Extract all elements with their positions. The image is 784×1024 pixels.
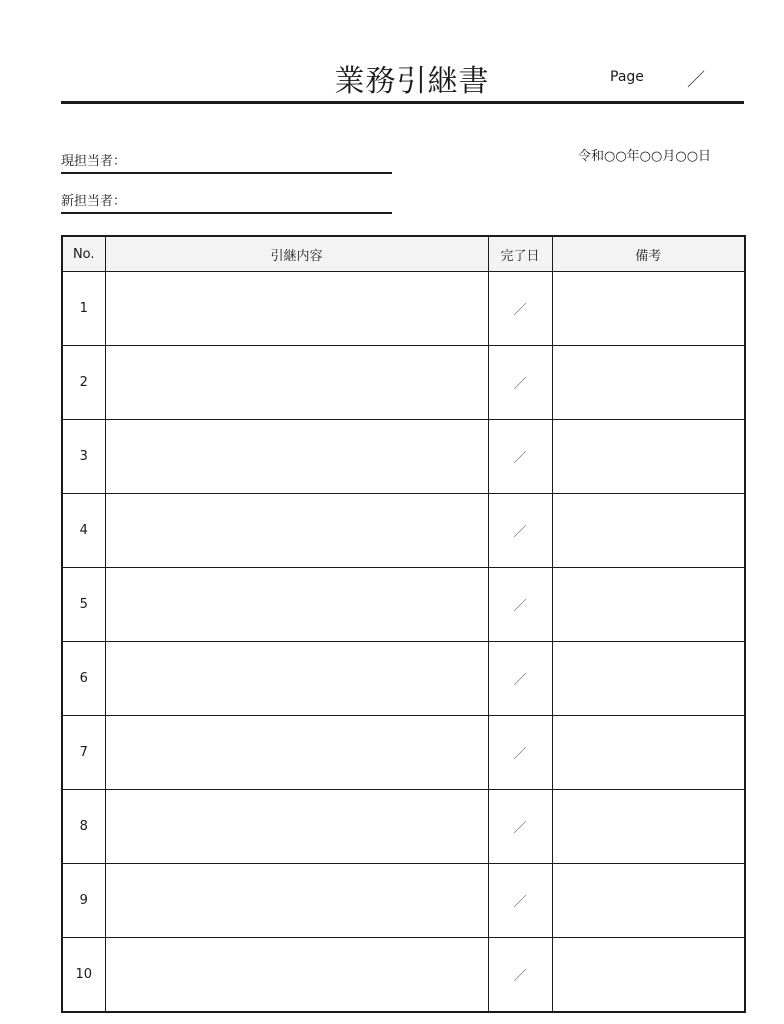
table-row [62,346,745,420]
remarks-cell[interactable] [552,272,745,346]
table-row [62,642,745,716]
table-header-row [62,236,745,272]
current-owner-field[interactable] [61,150,392,174]
content-cell[interactable] [105,346,488,420]
remarks-cell[interactable] [552,346,745,420]
remarks-cell[interactable] [552,864,745,938]
completion-date-cell[interactable]: ／ [488,346,552,420]
remarks-cell[interactable] [552,420,745,494]
completion-date-cell[interactable]: ／ [488,420,552,494]
content-cell[interactable] [105,938,488,1013]
header-completion-date: 完了日 [488,236,552,272]
table-row [62,864,745,938]
table-row [62,568,745,642]
completion-date-cell[interactable]: ／ [488,642,552,716]
completion-date-cell[interactable]: ／ [488,938,552,1013]
handover-table [61,235,746,1013]
completion-date-cell[interactable]: ／ [488,494,552,568]
row-number: 6 [62,642,105,716]
remarks-cell[interactable] [552,938,745,1013]
remarks-cell[interactable] [552,790,745,864]
completion-date-cell[interactable]: ／ [488,272,552,346]
content-cell[interactable] [105,864,488,938]
row-number: 5 [62,568,105,642]
new-owner-field[interactable] [61,190,392,214]
current-owner-label: 現担当者： [61,154,127,169]
row-number: 4 [62,494,105,568]
remarks-cell[interactable] [552,568,745,642]
remarks-cell[interactable] [552,642,745,716]
document-title: 業務引継書 [334,64,490,99]
row-number: 3 [62,420,105,494]
completion-date-cell[interactable]: ／ [488,790,552,864]
new-owner-label: 新担当者： [61,194,127,209]
completion-date-cell[interactable]: ／ [488,864,552,938]
row-number: 10 [62,938,105,1013]
document-date: 令和○○年○○月○○日 [578,149,712,164]
content-cell[interactable] [105,272,488,346]
header-remarks: 備考 [552,236,745,272]
row-number: 2 [62,346,105,420]
table-row [62,790,745,864]
row-number: 7 [62,716,105,790]
remarks-cell[interactable] [552,716,745,790]
content-cell[interactable] [105,568,488,642]
table-row [62,938,745,1013]
content-cell[interactable] [105,716,488,790]
header-no: No. [62,236,105,272]
table-row [62,494,745,568]
remarks-cell[interactable] [552,494,745,568]
content-cell[interactable] [105,420,488,494]
content-cell[interactable] [105,494,488,568]
title-underline [61,101,744,104]
header-content: 引継内容 [105,236,488,272]
table-row [62,272,745,346]
row-number: 9 [62,864,105,938]
page-number-separator: ／ [687,70,705,91]
completion-date-cell[interactable]: ／ [488,716,552,790]
row-number: 1 [62,272,105,346]
content-cell[interactable] [105,790,488,864]
page-label: Page [610,69,644,85]
row-number: 8 [62,790,105,864]
table-row [62,716,745,790]
content-cell[interactable] [105,642,488,716]
completion-date-cell[interactable]: ／ [488,568,552,642]
table-row [62,420,745,494]
